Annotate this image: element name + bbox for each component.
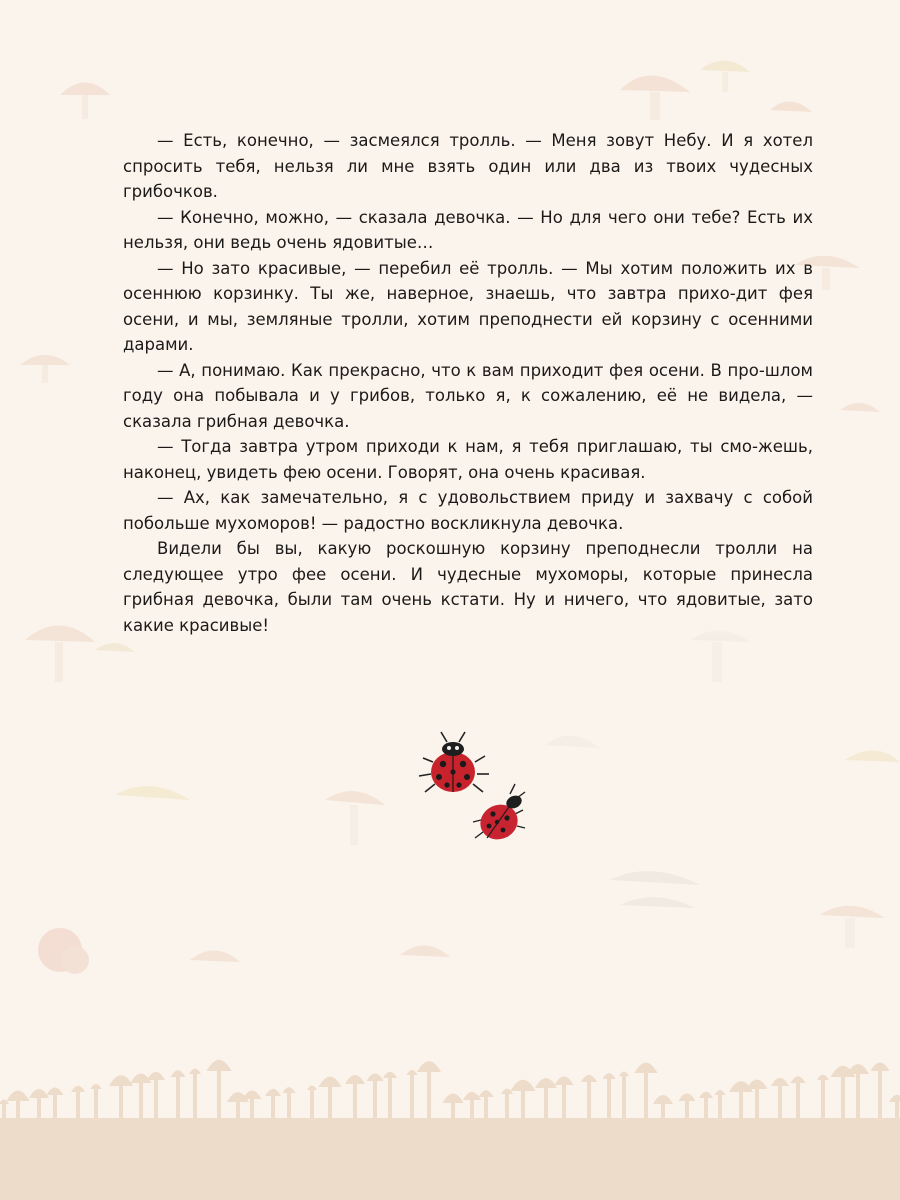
story-paragraph: — Ах, как замечательно, я с удовольствием приду и захвачу с собой побольше мухоморов! — радостно воскликнула девочка. (123, 488, 813, 533)
story-paragraph: — Тогда завтра утром приходи к нам, я тебя приглашаю, ты смо-жешь, наконец, увидеть фею осени. Говорят, она очень красивая. (123, 437, 813, 482)
story-paragraph: — Но зато красивые, — перебил её тролль. — Мы хотим положить их в осеннюю корзинку. Ты же, наверное, знаешь, что завтра прихо-дит фея осени, и мы, земляные тролли, хотим преподнести ей корзину с осенними дарами. (123, 258, 813, 354)
story-paragraph: Видели бы вы, какую роскошную корзину преподнесли тролли на следующее утро фее осени. И чудесные мухоморы, которые принесла грибная девочка, были там очень кстати. Ну и ничего, что ядовитые, зато какие красивые! (123, 539, 813, 635)
story-paragraph: — Конечно, можно, — сказала девочка. — Но для чего они тебе? Есть их нельзя, они ведь очень ядовитые… (123, 207, 813, 252)
story-paragraph: — А, понимаю. Как прекрасно, что к вам приходит фея осени. В про-шлом году она побывала и у грибов, только я, к сожалению, её не видела, — сказала грибная девочка. (123, 360, 813, 431)
ladybug-icon (419, 732, 489, 792)
ladybug-icon (473, 784, 525, 845)
mushroom-border-band (0, 1050, 900, 1200)
story-text (123, 128, 813, 638)
story-paragraph: — Есть, конечно, — засмеялся тролль. — Меня зовут Небу. И я хотел спросить тебя, нельзя ли мне взять один или два из твоих чудесных грибочков. (123, 131, 813, 201)
ladybugs-illustration (415, 722, 535, 852)
